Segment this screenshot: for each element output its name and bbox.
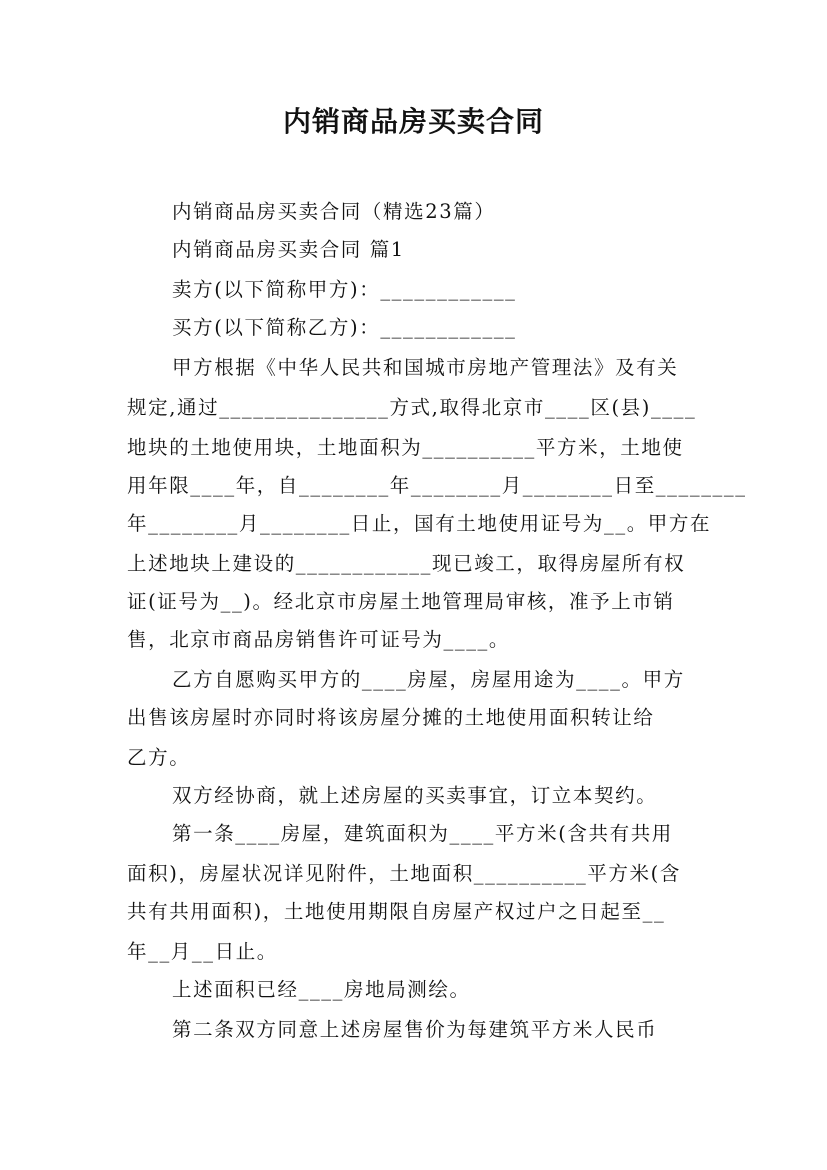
seller-line: 卖方(以下简称甲方)：____________: [172, 278, 517, 301]
paragraph-line: 售，北京市商品房销售许可证号为____。: [127, 628, 511, 651]
clause-line: 第二条双方同意上述房屋售价为每建筑平方米人民币: [172, 1018, 658, 1041]
clause-line: 面积)，房屋状况详见附件，土地面积__________平方米(含: [127, 862, 681, 885]
paragraph-line: 用年限____年，自________年________月________日至________: [127, 474, 747, 497]
paragraph-line: 规定,通过_______________方式,取得北京市____区(县)____: [127, 396, 697, 419]
buyer-line: 买方(以下简称乙方)：____________: [172, 316, 517, 339]
paragraph-line: 乙方自愿购买甲方的____房屋，房屋用途为____。甲方: [172, 668, 685, 691]
paragraph-line: 上述地块上建设的____________现已竣工，取得房屋所有权: [127, 552, 686, 575]
clause-line: 年__月__日止。: [127, 940, 278, 963]
paragraph-line: 证(证号为__)。经北京市房屋土地管理局审核，准予上市销: [127, 590, 675, 613]
subtitle-line: 内销商品房买卖合同（精选23篇）: [172, 200, 496, 223]
paragraph-line: 乙方。: [127, 746, 191, 769]
paragraph-line: 甲方根据《中华人民共和国城市房地产管理法》及有关: [172, 356, 679, 379]
paragraph-line: 出售该房屋时亦同时将该房屋分摊的土地使用面积转让给: [127, 706, 655, 729]
paragraph-line: 地块的土地使用块，土地面积为__________平方米，土地使: [127, 436, 684, 459]
paragraph-line: 年________月________日止，国有土地使用证号为__。甲方在: [127, 512, 712, 535]
clause-line: 共有共用面积)，土地使用期限自房屋产权过户之日起至__: [127, 900, 666, 923]
clause-line: 第一条____房屋，建筑面积为____平方米(含共有共用: [172, 822, 673, 845]
section-heading: 内销商品房买卖合同 篇1: [172, 238, 405, 261]
paragraph-line: 双方经协商，就上述房屋的买卖事宜，订立本契约。: [172, 784, 658, 807]
document-title: 内销商品房买卖合同: [282, 105, 544, 138]
paragraph-line: 上述面积已经____房地局测绘。: [172, 978, 471, 1001]
